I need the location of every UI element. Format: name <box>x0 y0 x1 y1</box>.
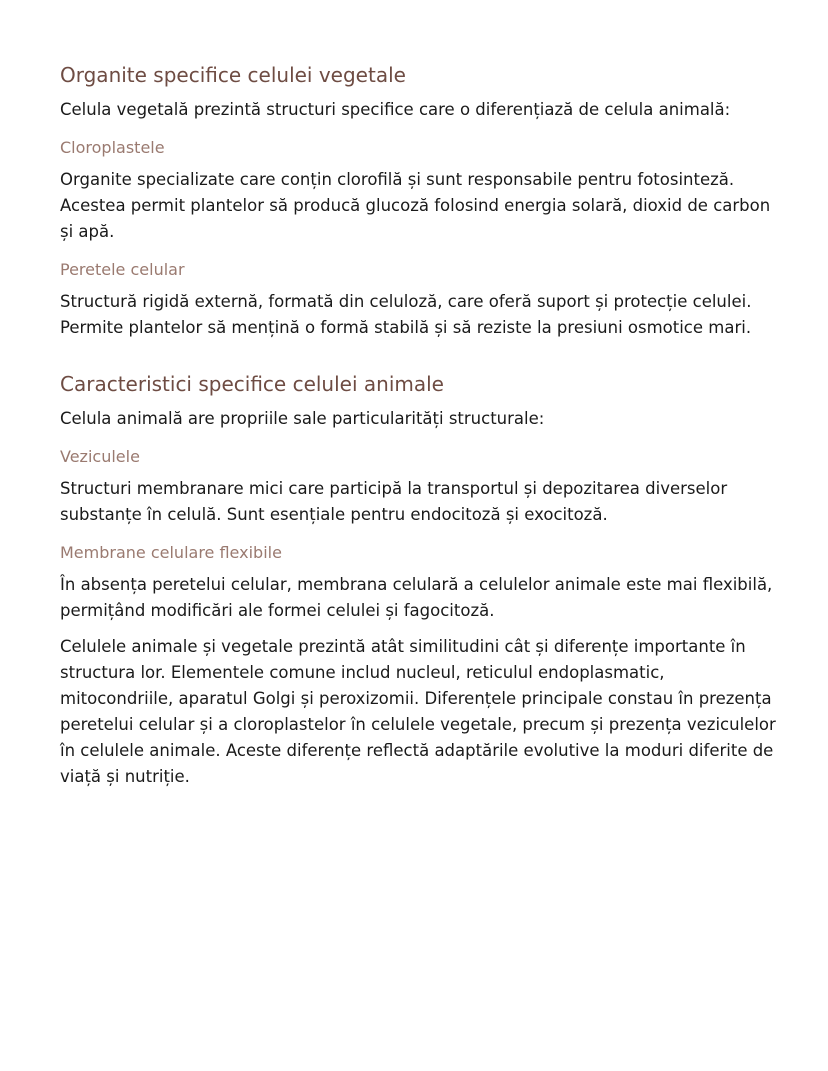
animal-section-intro: Celula animală are propriile sale particularități structurale: <box>60 409 545 428</box>
vesicles-text: Structuri membranare mici care participă la transportul și depozitarea diverselor substanțe în celulă. Sunt esențiale pentru endocitoză și exocitoză. <box>60 479 728 524</box>
animal-section-title: Caracteristici specifice celulei animale <box>60 372 444 396</box>
plant-section-title: Organite specifice celulei vegetale <box>60 63 406 87</box>
flexible-membranes-text: În absența peretelui celular, membrana celulară a celulelor animale este mai flexibilă, permițând modificări ale formei celulei și fagocitoză. <box>60 575 773 620</box>
plant-section-intro: Celula vegetală prezintă structuri specifice care o diferențiază de celula animală: <box>60 100 731 119</box>
cell-wall-heading: Peretele celular <box>60 260 185 279</box>
chloroplasts-text: Organite specializate care conțin clorofilă și sunt responsabile pentru fotosinteză. Acestea permit plantelor să producă glucoză folosind energia solară, dioxid de carbon și apă. <box>60 170 771 241</box>
vesicles-heading: Veziculele <box>60 447 140 466</box>
animal-cell-section <box>60 371 776 790</box>
chloroplasts-heading: Cloroplastele <box>60 138 165 157</box>
document-page <box>60 62 776 790</box>
flexible-membranes-heading: Membrane celulare flexibile <box>60 543 282 562</box>
conclusion-paragraph: Celulele animale și vegetale prezintă atât similitudini cât și diferențe importante în structura lor. Elementele comune includ nucleul, reticulul endoplasmatic, mitocondriile, aparatul Golgi și peroxizomii. Diferențele principale constau în prezența peretelui celular și a cloroplastelor în celulele vegetale, precum și prezența veziculelor în celulele animale. Aceste diferențe reflectă adaptările evolutive la moduri diferite de viață și nutriție. <box>60 637 776 786</box>
plant-cell-section <box>60 62 776 341</box>
cell-wall-text: Structură rigidă externă, formată din celuloză, care oferă suport și protecție celulei. Permite plantelor să mențină o formă stabilă și să reziste la presiuni osmotice mari. <box>60 292 752 337</box>
